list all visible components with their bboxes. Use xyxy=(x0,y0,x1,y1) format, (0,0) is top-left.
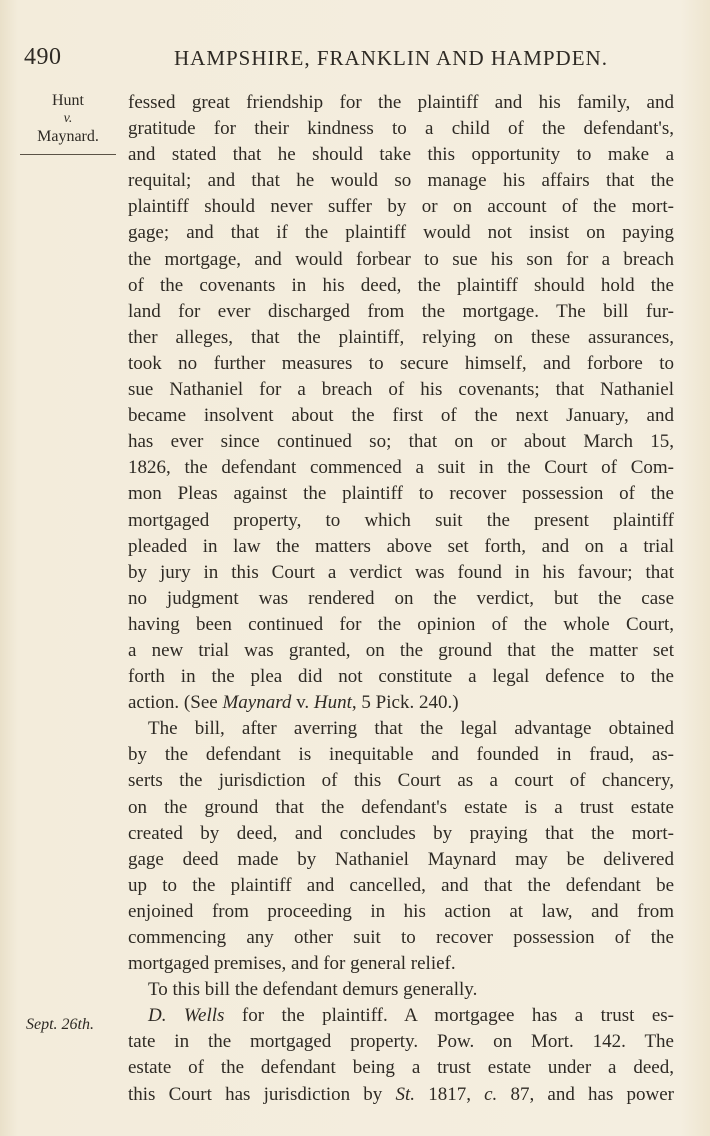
text-line: 1826, the defendant commenced a suit in the Court of Com- xyxy=(128,457,674,479)
text-line: no judgment was rendered on the verdict, but the case xyxy=(128,587,674,609)
paragraph-4-line-4 xyxy=(128,1082,674,1108)
page-header xyxy=(0,44,710,76)
text-line: pleaded in law the matters above set forth, and on a trial xyxy=(128,535,674,557)
text-line: has ever since continued so; that on or about March 15, xyxy=(128,431,674,453)
text-line: created by deed, and concludes by praying that the mort- xyxy=(128,822,674,844)
text-line: enjoined from proceeding in his action at law, and from xyxy=(128,900,674,922)
paragraph-3-line: To this bill the defendant demurs generally. xyxy=(148,979,478,1001)
text-line: commencing any other suit to recover possession of the xyxy=(128,927,674,948)
text-line: mon Pleas against the plaintiff to recover possession of the xyxy=(128,483,674,505)
text-line: mortgaged premises, and for general relief. xyxy=(128,953,456,975)
chapter-abbrev: c. xyxy=(484,1083,498,1105)
margin-rule xyxy=(20,154,116,155)
citation-post: , 5 Pick. 240.) xyxy=(351,692,459,714)
text-line: by jury in this Court a verdict was found in his favour; that xyxy=(128,561,674,583)
text-line: forth in the plea did not constitute a legal defence to the xyxy=(128,666,674,688)
citation-case-b: Hunt xyxy=(313,692,352,714)
text-line: ther alleges, that the plaintiff, relying on these assurances, xyxy=(128,326,674,348)
statute-abbrev: St. xyxy=(395,1083,416,1105)
text-line: and stated that he should take this opportunity to make a xyxy=(128,144,674,166)
text-line: land for ever discharged from the mortgage. The bill fur- xyxy=(128,300,674,322)
text-line: serts the jurisdiction of this Court as a court of chancery, xyxy=(128,770,674,792)
citation-case-a: Maynard xyxy=(222,692,292,714)
paragraph-4-line-3: estate of the defendant being a trust estate under a deed, xyxy=(128,1057,674,1079)
text-line: mortgaged property, to which suit the present plaintiff xyxy=(128,509,674,531)
text-line: on the ground that the defendant's estate is a trust estate xyxy=(128,796,674,818)
text-line: requital; and that he would so manage his affairs that the xyxy=(128,170,674,192)
text-line: became insolvent about the first of the next January, and xyxy=(128,405,674,427)
line4-mid: 1817, xyxy=(415,1083,485,1105)
running-head: HAMPSHIRE, FRANKLIN AND HAMPDEN. xyxy=(174,46,608,70)
page-number: 490 xyxy=(24,44,62,70)
citation-mid: v. xyxy=(291,692,314,714)
text-line: The bill, after averring that the legal advantage obtained xyxy=(148,718,674,740)
text-line: took no further measures to secure himself, and forbore to xyxy=(128,352,674,374)
case-party-defendant: Maynard. xyxy=(37,128,99,145)
text-line: having been continued for the opinion of the whole Court, xyxy=(128,613,674,635)
text-line: gage; and that if the plaintiff would not insist on paying xyxy=(128,222,674,244)
text-line: a new trial was granted, on the ground that the matter set xyxy=(128,639,674,661)
line4-post: 87, and has power xyxy=(497,1083,674,1105)
counsel-name: D. Wells xyxy=(148,1005,225,1027)
text-line: up to the plaintiff and cancelled, and that the defendant be xyxy=(128,874,674,896)
paragraph-2 xyxy=(128,716,674,977)
margin-date-note: Sept. 26th. xyxy=(26,1016,94,1033)
text-line: of the covenants in his deed, the plaintiff should hold the xyxy=(128,274,674,296)
text-line: the mortgage, and would forbear to sue his son for a breach xyxy=(128,248,674,270)
text-line: by the defendant is inequitable and founded in fraud, as- xyxy=(128,744,674,766)
citation-pre: action. (See xyxy=(128,692,223,714)
paragraph-4-line-1-rest: for the plaintiff. A mortgagee has a trust es- xyxy=(224,1005,674,1027)
citation-line xyxy=(128,690,674,716)
text-line: gage deed made by Nathaniel Maynard may be delivered xyxy=(128,848,674,870)
text-line: fessed great friendship for the plaintiff and his family, and xyxy=(128,92,674,113)
paragraph-1 xyxy=(128,90,674,690)
paragraph-4-line-2: tate in the mortgaged property. Pow. on Mort. 142. The xyxy=(128,1031,674,1053)
margin-case-name xyxy=(22,92,114,146)
text-line: plaintiff should never suffer by or on account of the mort- xyxy=(128,196,674,218)
case-versus: v. xyxy=(63,111,73,126)
text-line: sue Nathaniel for a breach of his covenants; that Nathaniel xyxy=(128,379,674,401)
line4-pre: this Court has jurisdiction by xyxy=(128,1083,396,1105)
text-line: gratitude for their kindness to a child of the defendant's, xyxy=(128,118,674,140)
paragraph-4-line-1 xyxy=(128,1003,674,1029)
body-text xyxy=(128,90,674,1108)
case-party-plaintiff: Hunt xyxy=(52,92,84,109)
